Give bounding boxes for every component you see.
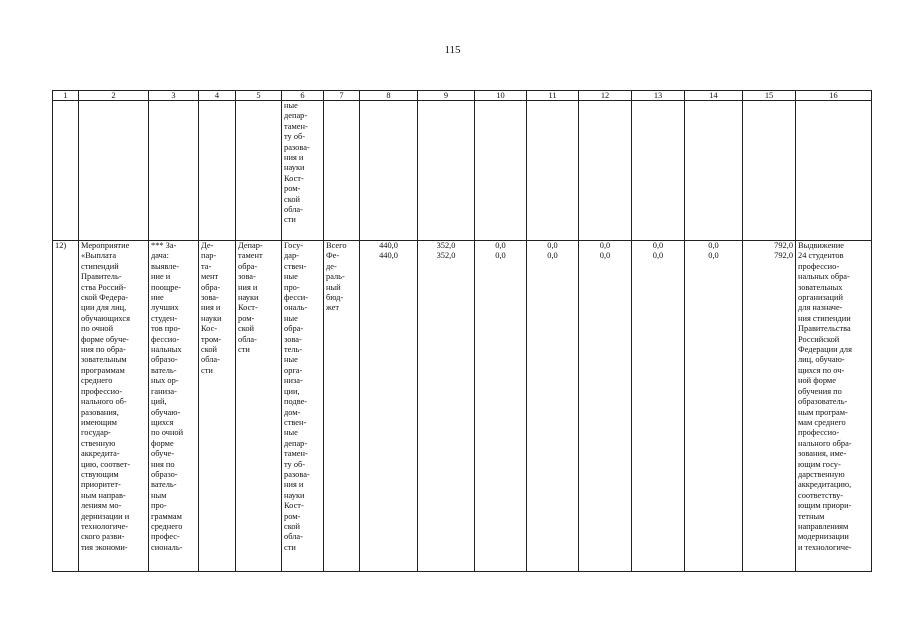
amount-value: 0,0: [652, 241, 664, 250]
amount-value: 0,0: [495, 241, 506, 250]
column-header: 5: [236, 91, 282, 101]
column-header: 3: [149, 91, 199, 101]
amount-value: 0,0: [495, 251, 506, 261]
measure-name: Мероприятие «Выплата стипендий Правитель- ства Россий- ской Федера- ции для лиц, обучающихся по очной форме обуче- ния по обра- зовательным программам среднего профессио- нального об- разования, имеющим государ- ственную аккредита- цию, соответ- ствующим приоритет- ным направ- лениям мо- дернизации и технологиче- ского разви- тия экономи-: [79, 241, 149, 572]
table-cell: [796, 101, 872, 241]
amount-value: 0,0: [599, 251, 611, 261]
column-header: 6: [282, 91, 324, 101]
amount-value: 0,0: [708, 251, 719, 261]
column-header: 1: [53, 91, 79, 101]
amount-value: 792,0: [774, 251, 793, 261]
table-cell: [149, 101, 199, 241]
source-federal-budget: Фе- де- раль- ный бюд- жет: [326, 251, 345, 313]
column-header: 12: [579, 91, 632, 101]
column-header: 2: [79, 91, 149, 101]
amount-col8: [360, 241, 418, 572]
source-total: Всего: [326, 241, 347, 250]
table-cell: [475, 101, 527, 241]
table-cell: [236, 101, 282, 241]
column-header: 9: [418, 91, 475, 101]
page-number: 115: [444, 44, 461, 56]
continuation-row: [53, 101, 872, 241]
column-header: 11: [527, 91, 579, 101]
amount-col12: [579, 241, 632, 572]
amount-value: 352,0: [436, 241, 456, 250]
amount-value: 352,0: [436, 251, 456, 261]
column-header: 16: [796, 91, 872, 101]
table-cell: [199, 101, 236, 241]
table-cell: [743, 101, 796, 241]
column-header: 4: [199, 91, 236, 101]
column-header: 7: [324, 91, 360, 101]
amount-value: 0,0: [708, 241, 719, 250]
amount-value: 0,0: [599, 241, 611, 250]
amount-value: 0,0: [652, 251, 664, 261]
amount-value: 0,0: [547, 251, 558, 261]
funding-source: [324, 241, 360, 572]
column-number-row: [53, 91, 872, 101]
budget-table: [52, 90, 872, 572]
table-cell: [324, 101, 360, 241]
expected-result: Выдвижение 24 студентов профессио- нальных обра- зовательных организаций для назначе- ния стипендии Правительства Российской Федерации для лиц, обучаю- щихся по оч- ной форме обучения по образователь- ным програм- мам среднего профессио- нального обра- зования, име- ющим госу- дарственную аккредитацию, соответству- ющим приори- тетным направлениям модернизации и технологиче-: [796, 241, 872, 572]
amount-col14: [685, 241, 743, 572]
participants: Госу- дар- ствен- ные про- фесси- ональ- ные обра- зова- тель- ные орга- низа- ции, подве- дом- ствен- ные депар- тамен- ту об- разова- ния и науки Кост- ром- ской обла- сти: [282, 241, 324, 572]
table-cell: [360, 101, 418, 241]
amount-value: 440,0: [379, 241, 398, 250]
table-cell: [527, 101, 579, 241]
column-header: 15: [743, 91, 796, 101]
table-cell: [685, 101, 743, 241]
table-cell: [418, 101, 475, 241]
column-header: 8: [360, 91, 418, 101]
amount-col13: [632, 241, 685, 572]
column-header: 13: [632, 91, 685, 101]
table-cell: [79, 101, 149, 241]
amount-value: 440,0: [379, 251, 398, 261]
amount-col9: [418, 241, 475, 572]
column-header: 14: [685, 91, 743, 101]
amount-col11: [527, 241, 579, 572]
table-cell: [632, 101, 685, 241]
amount-value: 0,0: [547, 241, 558, 250]
amount-col10: [475, 241, 527, 572]
executors-continuation: ные депар- тамен- ту об- разова- ния и науки Кост- ром- ской обла- сти: [282, 101, 324, 241]
table-cell: [53, 101, 79, 241]
row-number: 12): [53, 241, 79, 572]
responsible-executor: Де- пар- та- мент обра- зова- ния и науки Кос- тром- ской обла- сти: [199, 241, 236, 572]
coordinator: Депар- тамент обра- зова- ния и науки Кост- ром- ской обла- сти: [236, 241, 282, 572]
task-description: *** За- дача: выявле- ние и поощре- ние лучших студен- тов про- фессио- нальных образо- ватель- ных ор- ганиза- ций, обучаю- щихся по очной форме обуче- ния по образо- ватель- ным про- граммам среднего профес- сиональ-: [149, 241, 199, 572]
amount-value: 792,0: [774, 241, 793, 250]
column-header: 10: [475, 91, 527, 101]
amount-total: [743, 241, 796, 572]
table-row-12: [53, 241, 872, 572]
table-cell: [579, 101, 632, 241]
